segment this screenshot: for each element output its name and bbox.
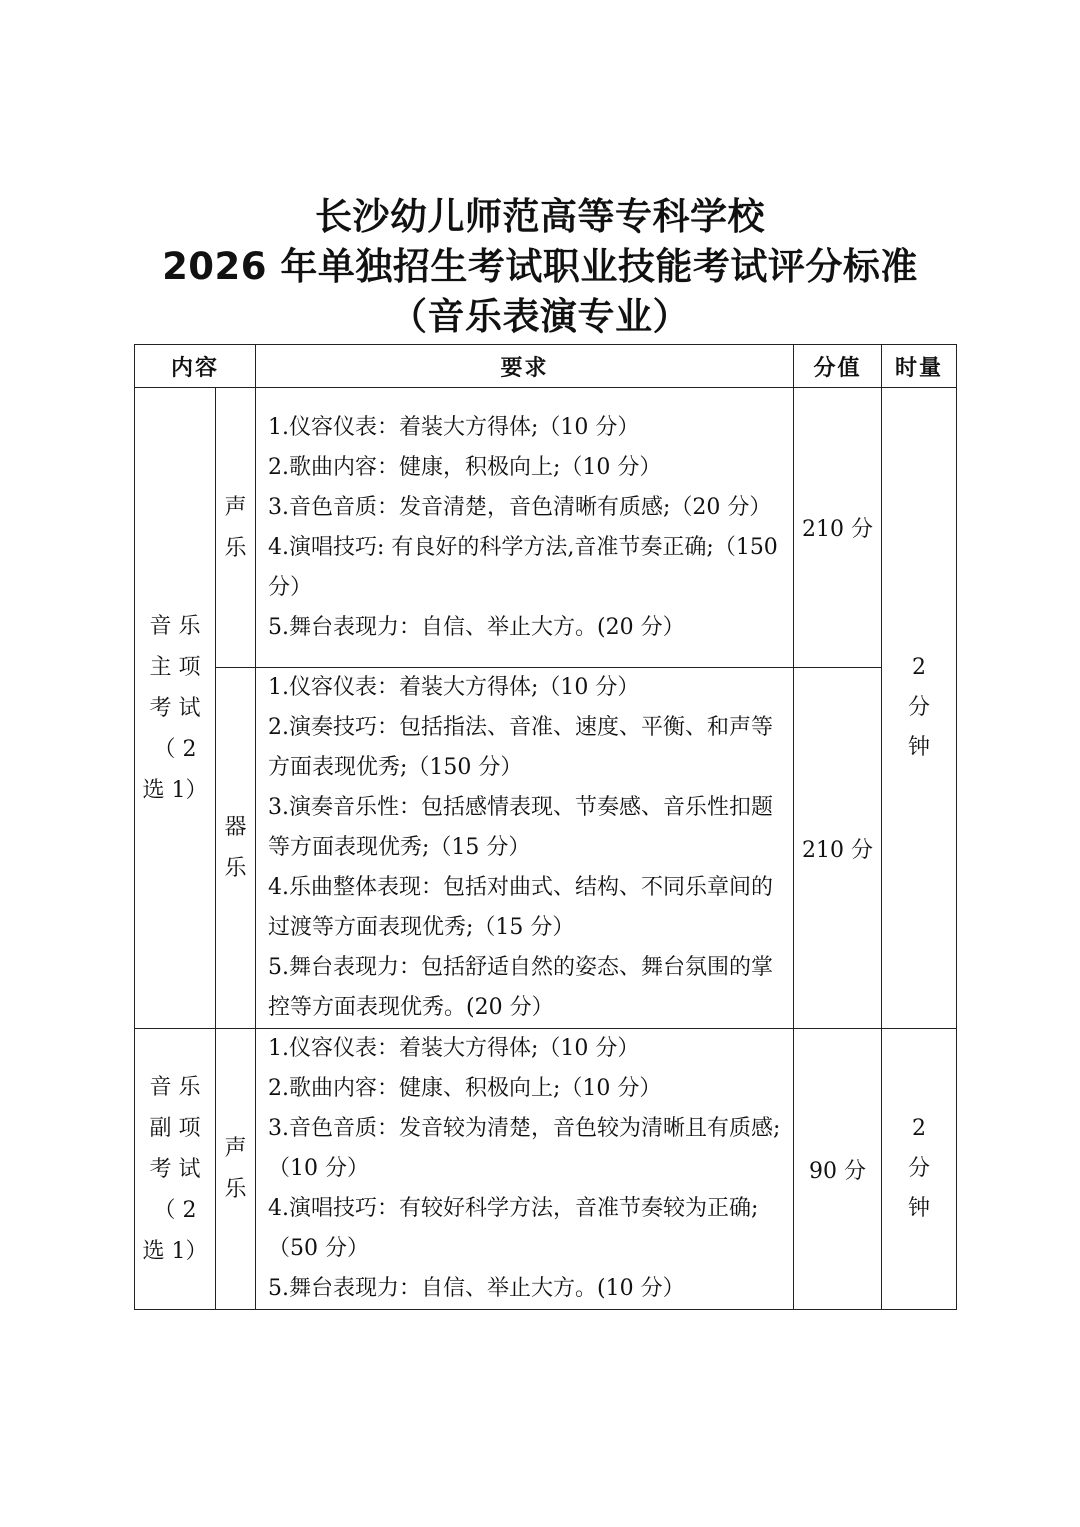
main-category-cell: 音 乐 主 项 考 试 （ 2 选 1） bbox=[135, 388, 216, 1029]
main-instrument-requirements bbox=[256, 668, 794, 1029]
main-vocal-subcategory: 声 乐 bbox=[216, 388, 256, 668]
table-header-row bbox=[135, 345, 957, 388]
list-item: 5.舞台表现力：自信、举止大方。(20 分） bbox=[268, 614, 685, 640]
table-row bbox=[135, 388, 957, 668]
table-row bbox=[135, 668, 957, 1029]
table-row bbox=[135, 1029, 957, 1310]
list-item: 4.演唱技巧：有较好科学方法，音准节奏较为正确;（50 分） bbox=[268, 1196, 759, 1261]
scoring-table bbox=[134, 344, 957, 1310]
main-time-cell: 2 分 钟 bbox=[882, 388, 957, 1029]
list-item: 3.音色音质：发音清楚，音色清晰有质感;（20 分） bbox=[268, 494, 772, 520]
list-item: 1.仪容仪表：着装大方得体;（10 分） bbox=[268, 675, 640, 700]
secondary-vocal-requirements bbox=[256, 1029, 794, 1310]
list-item: 2.演奏技巧：包括指法、音准、速度、平衡、和声等方面表现优秀;（150 分） bbox=[268, 715, 774, 780]
header-content: 内容 bbox=[135, 345, 256, 388]
list-item: 1.仪容仪表：着装大方得体;（10 分） bbox=[268, 1036, 640, 1061]
header-requirement: 要求 bbox=[256, 345, 794, 388]
list-item: 4.演唱技巧: 有良好的科学方法,音准节奏正确;（150 分） bbox=[268, 534, 778, 600]
list-item: 2.歌曲内容：健康，积极向上;（10 分） bbox=[268, 454, 662, 480]
title-school: 长沙幼儿师范高等专科学校 bbox=[315, 195, 765, 238]
secondary-time-cell: 2 分 钟 bbox=[882, 1029, 957, 1310]
list-item: 3.演奏音乐性：包括感情表现、节奏感、音乐性扣题等方面表现优秀;（15 分） bbox=[268, 795, 774, 860]
header-time: 时量 bbox=[882, 345, 957, 388]
main-vocal-score: 210 分 bbox=[794, 388, 882, 668]
main-instrument-score: 210 分 bbox=[794, 668, 882, 1029]
list-item: 5.舞台表现力：包括舒适自然的姿态、舞台氛围的掌控等方面表现优秀。(20 分） bbox=[268, 955, 774, 1020]
main-vocal-requirements bbox=[256, 388, 794, 668]
title-major: （音乐表演专业） bbox=[390, 295, 690, 338]
secondary-category-cell: 音 乐 副 项 考 试 （ 2 选 1） bbox=[135, 1029, 216, 1310]
secondary-vocal-subcategory: 声 乐 bbox=[216, 1029, 256, 1310]
list-item: 5.舞台表现力：自信、举止大方。(10 分） bbox=[268, 1276, 685, 1301]
secondary-vocal-score: 90 分 bbox=[794, 1029, 882, 1310]
document-title bbox=[0, 192, 1080, 342]
main-instrument-subcategory: 器 乐 bbox=[216, 668, 256, 1029]
list-item: 4.乐曲整体表现：包括对曲式、结构、不同乐章间的过渡等方面表现优秀;（15 分） bbox=[268, 875, 774, 940]
list-item: 2.歌曲内容：健康、积极向上;（10 分） bbox=[268, 1076, 662, 1101]
list-item: 1.仪容仪表：着装大方得体;（10 分） bbox=[268, 414, 640, 440]
title-exam: 2026 年单独招生考试职业技能考试评分标准 bbox=[162, 245, 918, 288]
header-score: 分值 bbox=[794, 345, 882, 388]
list-item: 3.音色音质：发音较为清楚，音色较为清晰且有质感;（10 分） bbox=[268, 1116, 781, 1181]
